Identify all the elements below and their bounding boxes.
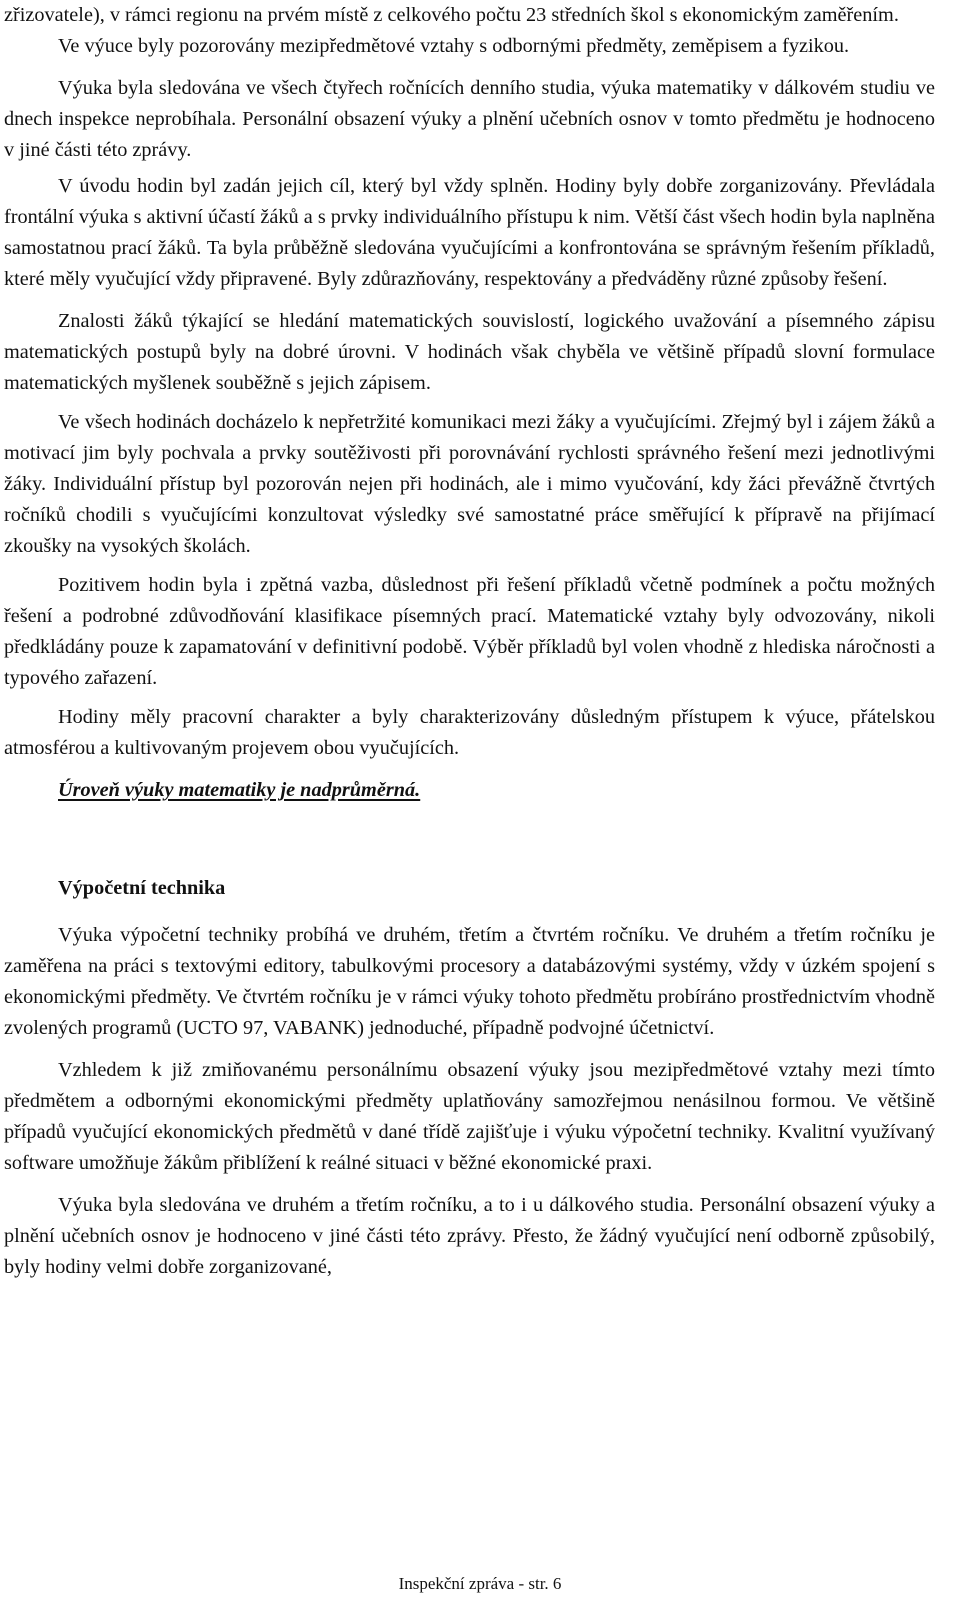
paragraph-observation-scope: Výuka byla sledována ve všech čtyřech ročnících denního studia, výuka matematiky v dálkovém studiu ve dnech inspekce neprobíhala. Personální obsazení výuky a plnění učebních osnov v tomto předmětu je hodnoceno v jiné části této zprávy. (4, 77, 935, 161)
paragraph-it-overview: Výuka výpočetní techniky probíhá ve druhém, třetím a čtvrtém ročníku. Ve druhém a třetím ročníku je zaměřena na práci s textovými editory, tabulkovými procesory a databázovými systémy, vždy v úzkém spojení s ekonomickými předměty. Ve čtvrtém ročníku je v rámci výuky tohoto předmětu probíráno prostřednictvím vhodně zvolených programů (UCTO 97, VABANK) jednoduché, případně podvojné účetnictví. (4, 924, 935, 1039)
paragraph-lesson-character: Hodiny měly pracovní charakter a byly charakterizovány důsledným přístupem k výuce, přátelskou atmosférou a kultivovaným projevem obou vyučujících. (4, 706, 935, 759)
paragraph-communication: Ve všech hodinách docházelo k nepřetržité komunikaci mezi žáky a vyučujícími. Zřejmý byl i zájem žáků a motivací jim byly pochvala a prvky soutěživosti při porovnávání rychlosti správného řešení mezi jednotlivými žáky. Individuální přístup byl pozorován nejen při hodinách, ale i mimo vyučování, kdy žáci převážně čtvrtých ročníků chodili s vyučujícími konzultovat výsledky své samostatné práce směřující k přípravě na přijímací zkoušky na vysokých školách. (4, 411, 935, 557)
paragraph-interdisciplinary: Ve výuce byly pozorovány mezipředmětové vztahy s odbornými předměty, zeměpisem a fyzikou. (58, 35, 850, 57)
paragraph-student-knowledge: Znalosti žáků týkající se hledání matematických souvislostí, logického uvažování a písemného zápisu matematických postupů byly na dobré úrovni. V hodinách však chyběla ve většině případů slovní formulace matematických myšlenek souběžně s jejich zápisem. (4, 310, 935, 394)
document-body (4, 0, 935, 1283)
paragraph-intro-continued: zřizovatele), v rámci regionu na prvém místě z celkového počtu 23 středních škol s ekonomickým zaměřením. (4, 4, 899, 26)
paragraph-it-interdisciplinary: Vzhledem k již zmiňovanému personálnímu obsazení výuky jsou mezipředmětové vztahy mezi tímto předmětem a odbornými ekonomickými předměty uplatňovány samozřejmou nenásilnou formou. Ve většině případů vyučující ekonomických předmětů v dané třídě zajišťuje i výuku výpočetní techniky. Kvalitní využívaný software umožňuje žákům přiblížení k reálné situaci v běžné ekonomické praxi. (4, 1059, 935, 1174)
paragraph-it-observation: Výuka byla sledována ve druhém a třetím ročníku, a to i u dálkového studia. Personální obsazení výuky a plnění učebních osnov je hodnoceno v jiné části této zprávy. Přesto, že žádný vyučující není odborně způsobilý, byly hodiny velmi dobře zorganizované, (4, 1194, 935, 1278)
page-footer: Inspekční zpráva - str. 6 (398, 1574, 562, 1593)
math-verdict: Úroveň výuky matematiky je nadprůměrná. (58, 779, 421, 801)
section-heading: Výpočetní technika (58, 877, 226, 899)
paragraph-positives: Pozitivem hodin byla i zpětná vazba, důslednost při řešení příkladů včetně podmínek a počtu možných řešení a podrobné zdůvodňování klasifikace písemných prací. Matematické vztahy byly odvozovány, nikoli předkládány pouze k zapamatování v definitivní podobě. Výběr příkladů byl volen vhodně z hlediska náročnosti a typového zařazení. (4, 574, 935, 689)
paragraph-lesson-organization: V úvodu hodin byl zadán jejich cíl, který byl vždy splněn. Hodiny byly dobře zorganizovány. Převládala frontální výuka s aktivní účastí žáků a s prvky individuálního přístupu k nim. Větší část všech hodin byla naplněna samostatnou prací žáků. Ta byla průběžně sledována vyučujícími a konfrontována se správným řešením příkladů, které měly vyučující vždy připravené. Byly zdůrazňovány, respektovány a předváděny různé způsoby řešení. (4, 175, 935, 290)
